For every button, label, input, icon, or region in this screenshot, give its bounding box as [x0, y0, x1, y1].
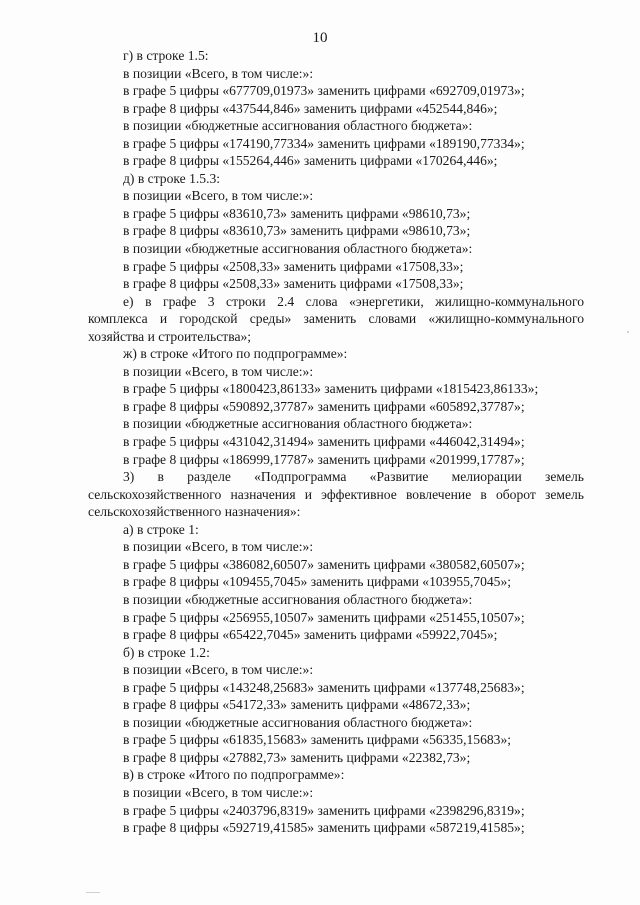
page-number: 10 [312, 30, 328, 46]
text-line: в графе 5 цифры «61835,15683» заменить цифрами «56335,15683»; [123, 732, 512, 748]
text-line: сельскохозяйственного назначения и эффективное вовлечение в оборот земель [88, 486, 584, 502]
document-body [88, 47, 584, 837]
text-line: комплекса и городской среды» заменить словами «жилищно-коммунального [88, 311, 584, 327]
text-line: в графе 5 цифры «431042,31494» заменить цифрами «446042,31494»; [123, 434, 525, 450]
text-line: в графе 5 цифры «256955,10507» заменить цифрами «251455,10507»; [123, 609, 525, 625]
text-line: в позиции «бюджетные ассигнования областного бюджета»: [123, 118, 473, 134]
text-line: в графе 8 цифры «186999,17787» заменить цифрами «201999,17787»; [123, 451, 525, 467]
text-line: в графе 5 цифры «143248,25683» заменить цифрами «137748,25683»; [123, 679, 525, 695]
text-line: в графе 5 цифры «83610,73» заменить цифрами «98610,73»; [123, 205, 471, 221]
text-line: в графе 5 цифры «677709,01973» заменить цифрами «692709,01973»; [123, 83, 525, 99]
text-line: в графе 8 цифры «54172,33» заменить цифрами «48672,33»; [123, 697, 471, 713]
text-line: в графе 5 цифры «174190,77334» заменить цифрами «189190,77334»; [123, 135, 525, 151]
text-line: в графе 5 цифры «2508,33» заменить цифрами «17508,33»; [123, 258, 464, 274]
text-line: в позиции «Всего, в том числе:»: [123, 784, 314, 800]
text-line: а) в строке 1: [123, 521, 199, 537]
text-line: сельскохозяйственного назначения»: [88, 504, 301, 520]
text-line: в позиции «бюджетные ассигнования областного бюджета»: [123, 416, 473, 432]
text-line: в) в строке «Итого по подпрограмме»: [123, 767, 345, 783]
text-line: в позиции «Всего, в том числе:»: [123, 662, 314, 678]
text-line: г) в строке 1.5: [123, 48, 209, 63]
text-line: в позиции «Всего, в том числе:»: [123, 188, 314, 204]
text-line: е) в графе 3 строки 2.4 слова «энергетики, жилищно-коммунального [123, 293, 584, 309]
text-line: в позиции «бюджетные ассигнования областного бюджета»: [123, 591, 473, 607]
text-line: в позиции «бюджетные ассигнования областного бюджета»: [123, 714, 473, 730]
text-line: в графе 8 цифры «590892,37787» заменить цифрами «605892,37787»; [123, 398, 525, 414]
text-line: в графе 5 цифры «386082,60507» заменить цифрами «380582,60507»; [123, 556, 525, 572]
text-line: в графе 8 цифры «109455,7045» заменить цифрами «103955,7045»; [123, 574, 512, 590]
text-line: в графе 8 цифры «83610,73» заменить цифрами «98610,73»; [123, 223, 471, 239]
text-line: в графе 8 цифры «437544,846» заменить цифрами «452544,846»; [123, 100, 498, 116]
text-line: ж) в строке «Итого по подпрограмме»: [123, 346, 348, 362]
text-line: в графе 8 цифры «65422,7045» заменить цифрами «59922,7045»; [123, 627, 498, 643]
text-line: хозяйства и строительства»; [88, 328, 252, 344]
text-line: в позиции «Всего, в том числе:»: [123, 539, 314, 555]
text-line: в графе 8 цифры «155264,446» заменить цифрами «170264,446»; [123, 153, 498, 169]
text-line: в графе 8 цифры «592719,41585» заменить цифрами «587219,41585»; [123, 820, 525, 836]
text-line: в позиции «Всего, в том числе:»: [123, 363, 314, 379]
text-line: в графе 8 цифры «2508,33» заменить цифрами «17508,33»; [123, 276, 464, 292]
text-line: в графе 5 цифры «1800423,86133» заменить цифрами «1815423,86133»; [123, 381, 539, 397]
text-line: в позиции «бюджетные ассигнования областного бюджета»: [123, 241, 473, 257]
text-line: б) в строке 1.2: [123, 644, 210, 660]
text-line: в графе 8 цифры «27882,73» заменить цифрами «22382,73»; [123, 749, 471, 765]
text-line: 3) в разделе «Подпрограмма «Развитие мелиорации земель [123, 469, 584, 485]
text-line: в позиции «Всего, в том числе:»: [123, 65, 314, 81]
scan-mark [86, 892, 100, 893]
text-line: д) в строке 1.5.3: [123, 170, 221, 186]
text-line: в графе 5 цифры «2403796,8319» заменить цифрами «2398296,8319»; [123, 802, 525, 818]
scan-mark [627, 331, 629, 333]
